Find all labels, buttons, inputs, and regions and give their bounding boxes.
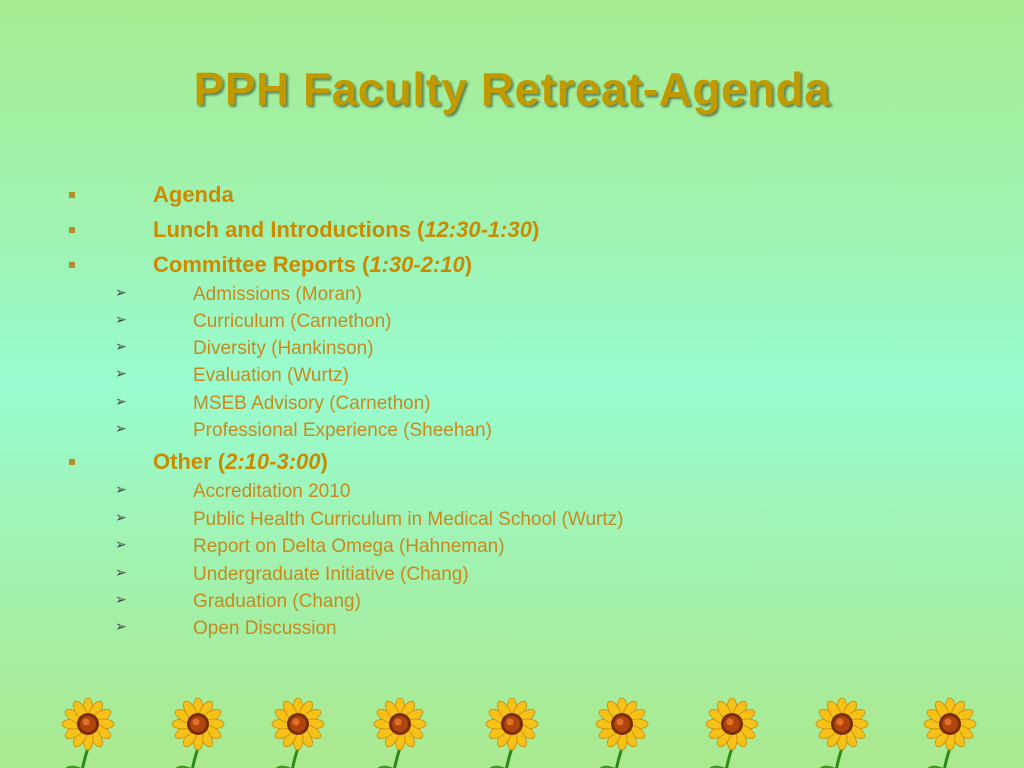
arrowhead-bullet-icon: ➢ (115, 564, 127, 580)
arrowhead-bullet-icon: ➢ (115, 311, 127, 327)
committee-label: Committee Reports ( (153, 252, 370, 277)
sunflower-icon (272, 698, 324, 768)
other-label: Other ( (153, 449, 226, 474)
subitem-label: Evaluation (Wurtz) (193, 365, 349, 386)
subitem-label: Professional Experience (Sheehan) (193, 420, 492, 441)
other-time: 2:10-3:00 (225, 449, 321, 474)
subitem-label: Graduation (Chang) (193, 591, 361, 612)
square-bullet-icon (69, 227, 75, 233)
sunflower-border (0, 694, 1024, 768)
square-bullet-icon (69, 459, 75, 465)
arrowhead-bullet-icon: ➢ (115, 420, 127, 436)
sunflower-icon (816, 698, 868, 768)
subitem-label: Diversity (Hankinson) (193, 338, 374, 359)
arrowhead-bullet-icon: ➢ (115, 509, 127, 525)
sunflower-icon (596, 698, 648, 768)
arrowhead-bullet-icon: ➢ (115, 618, 127, 634)
committee-time: 1:30-2:10 (369, 252, 465, 277)
sunflower-icon (172, 698, 224, 768)
arrowhead-bullet-icon: ➢ (115, 393, 127, 409)
square-bullet-icon (69, 192, 75, 198)
arrowhead-bullet-icon: ➢ (115, 481, 127, 497)
subitem-label: Report on Delta Omega (Hahneman) (193, 536, 505, 557)
other-item-text (153, 451, 328, 473)
subitem-label: Open Discussion (193, 618, 337, 639)
square-bullet-icon (69, 262, 75, 268)
subitem-label: Admissions (Moran) (193, 284, 362, 305)
lunch-item-text (153, 219, 539, 241)
subitem-label: Public Health Curriculum in Medical School (Wurtz) (193, 509, 624, 530)
sunflower-icon (486, 698, 538, 768)
committee-close: ) (464, 252, 473, 277)
lunch-close: ) (531, 217, 540, 242)
subitem-label: MSEB Advisory (Carnethon) (193, 393, 431, 414)
lunch-time: 12:30-1:30 (424, 217, 532, 242)
agenda-item-label: Agenda (153, 182, 234, 207)
other-close: ) (320, 449, 328, 474)
arrowhead-bullet-icon: ➢ (115, 338, 127, 354)
arrowhead-bullet-icon: ➢ (115, 284, 127, 300)
sunflower-icon (374, 698, 426, 768)
arrowhead-bullet-icon: ➢ (115, 365, 127, 381)
sunflower-icon (62, 698, 114, 768)
slide-title: PPH Faculty Retreat-Agenda (193, 63, 831, 115)
sunflower-icon (924, 698, 976, 768)
arrowhead-bullet-icon: ➢ (115, 591, 127, 607)
subitem-label: Undergraduate Initiative (Chang) (193, 564, 469, 585)
arrowhead-bullet-icon: ➢ (115, 536, 127, 552)
committee-item-text (153, 254, 472, 276)
subitem-label: Curriculum (Carnethon) (193, 311, 392, 332)
sunflower-icon (706, 698, 758, 768)
subitem-label: Accreditation 2010 (193, 481, 351, 502)
lunch-label: Lunch and Introductions ( (153, 217, 425, 242)
